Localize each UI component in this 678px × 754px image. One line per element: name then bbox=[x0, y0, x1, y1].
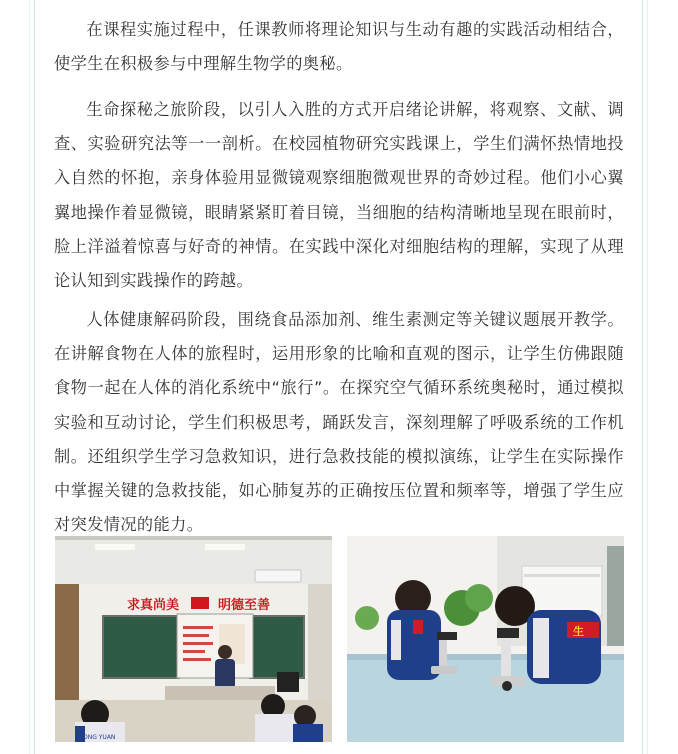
article-body bbox=[34, 0, 643, 754]
microscope-photo bbox=[347, 536, 624, 742]
paragraph-intro: 在课程实施过程中，任课教师将理论知识与生动有趣的实践活动相结合，使学生在积极参与中理解生物学的奥秘。 bbox=[54, 20, 624, 74]
banner-right-text: 明德至善 bbox=[218, 598, 271, 613]
armband-text: 生 bbox=[573, 625, 584, 638]
flag-icon bbox=[191, 597, 209, 609]
paragraph-human-health: 人体健康解码阶段，围绕食品添加剂、维生素测定等关键议题展开教学。在讲解食物在人体的旅程时，运用形象的比喻和直观的图示，让学生仿佛跟随食物一起在人体的消化系统中“旅行”。在探究空气循环系统奥秘时，通过模拟实验和互动讨论，学生们积极思考，踊跃发言，深刻理解了呼吸系统的工作机制。还组织学生学习急救知识，进行急救技能的模拟演练，让学生在实际操作中掌握关键的急救技能，如心肺复苏的正确按压位置和频率等，增强了学生应对突发情况的能力。 bbox=[54, 310, 624, 535]
classroom-photo-illustration bbox=[55, 536, 332, 742]
uniform-text: ONG YUAN bbox=[83, 734, 116, 741]
right-margin bbox=[643, 0, 678, 754]
paragraph-life-exploration: 生命探秘之旅阶段，以引人入胜的方式开启绪论讲解，将观察、文献、调查、实验研究法等一一剖析。在校园植物研究实践课上，学生们满怀热情地投入自然的怀抱，亲身体验用显微镜观察细胞微观世界的奇妙过程。他们小心翼翼地操作着显微镜，眼睛紧紧盯着目镜，当细胞的结构清晰地呈现在眼前时，脸上洋溢着惊喜与好奇的神情。在实践中深化对细胞结构的理解，实现了从理论认知到实践操作的跨越。 bbox=[54, 100, 624, 291]
left-margin bbox=[0, 0, 34, 754]
classroom-photo bbox=[55, 536, 332, 742]
microscope-photo-illustration bbox=[347, 536, 624, 742]
banner-left-text: 求真尚美 bbox=[127, 598, 180, 613]
